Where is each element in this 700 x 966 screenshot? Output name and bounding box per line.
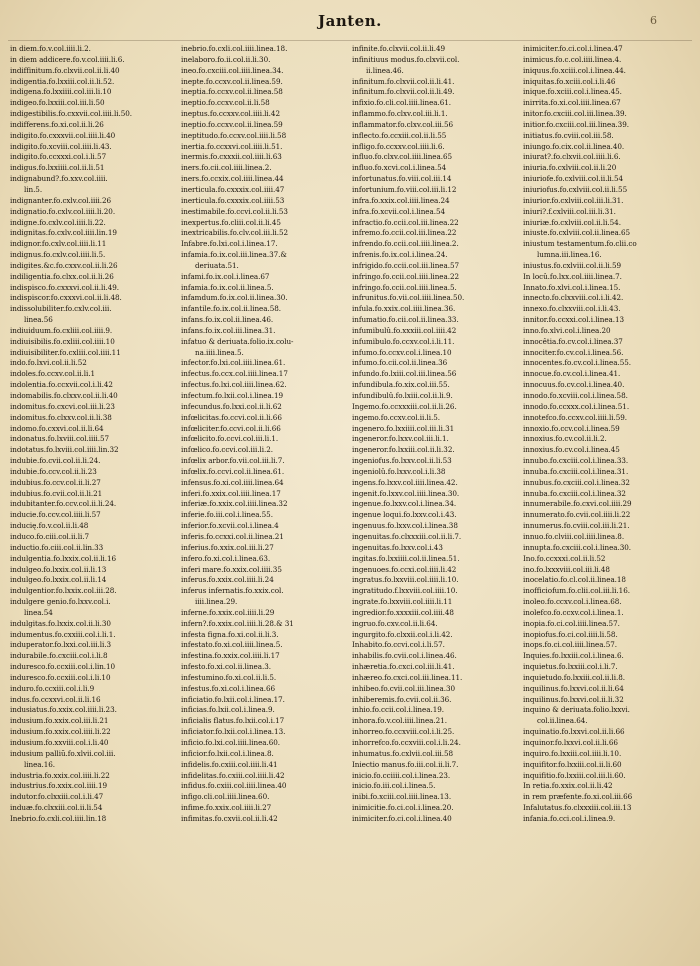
index-entry: initor.fo.cxciii.col.iii.linea.39. (523, 109, 627, 119)
index-entry: indulgeo.fo.lxxix.col.ii.li.14 (10, 575, 107, 585)
index-entry: indigus.fo.lxxiiii.col.ii.li.51 (10, 163, 105, 173)
index-entry: infœlico.fo.ccvi.col.iii.li.2. (181, 445, 274, 455)
index-entry: Inquies.fo.lxxiii.col.i.linea.6. (523, 651, 624, 661)
index-entry: indulgentia.fo.lxxix.col.ii.li.16 (10, 553, 117, 563)
index-entry: infantile.fo.ix.col.ii.linea.58. (181, 304, 282, 314)
index-columns (10, 44, 692, 959)
index-entry: infidelitas.fo.cxiii.col.iiii.li.42 (181, 770, 285, 780)
index-entry: innubo.fo.cxciii.col.i.linea.33. (523, 456, 629, 466)
index-entry: indignatio.fo.cxlv.col.iiii.li.20. (10, 206, 116, 216)
index-entry: innoxio.fo.ccv.col.i.linea.59 (523, 423, 620, 433)
index-entry: ingeneror.fo.lxxv.col.iii.li.1. (352, 434, 449, 444)
index-entry: ingemo.fo.ccxv.col.ii.li.5. (352, 412, 441, 422)
index-entry: inficias.fo.lxii.col.i.linea.9. (181, 705, 275, 715)
index-entry: Inhabito.fo.ccvi.col.i.li.57. (352, 640, 445, 650)
index-entry: inofficiofum.fo.clii.col.iii.li.16. (523, 586, 630, 596)
index-entry: infundibulû.fo.lxiii.col.ii.li.9. (352, 391, 453, 400)
index-entry: infractio.fo.ccii.col.iii.linea.22 (352, 217, 459, 227)
index-entry: indulgeo.fo.lxxix.col.ii.li.13 (10, 564, 107, 574)
index-entry: inelaboro.fo.ii.col.ii.li.30. (181, 54, 271, 64)
index-entry: indusium.fo.xxix.col.iii.li.21 (10, 716, 109, 726)
index-entry: ino.fo.lxxxviii.col.iii.li.48 (523, 564, 610, 574)
index-entry: indigito.fo.ccxxxi.col.i.li.57 (10, 152, 107, 162)
index-entry: ingens.fo.lxxv.col.iiii.linea.42. (352, 477, 458, 487)
index-entry: indigeo.fo.lxxiii.col.iii.li.50 (10, 98, 105, 108)
index-entry: indubie.fo.ccv.col.ii.li.23 (10, 466, 97, 476)
index-entry: iniustus.fo.cxlviii.col.ii.li.59 (523, 260, 622, 270)
index-entry: inficiator.fo.lxii.col.i.linea.13. (181, 727, 286, 737)
index-entry: ingruo.fo.cxv.col.ii.li.64. (352, 618, 438, 628)
index-entry: Infalutatus.fo.clxxxiii.col.iii.13 (523, 803, 632, 813)
index-entry: ineptia.fo.ccxv.col.ii.linea.58 (181, 87, 283, 97)
index-entry: ineptus.fo.ccxxv.col.iiii.li.42 (181, 109, 280, 119)
index-entry: iniuriofe.fo.cxlviii.col.ii.li.54 (523, 174, 624, 184)
index-entry: Infabre.fo.lxi.col.i.linea.17. (181, 239, 278, 249)
index-entry: indubie.fo.cvii.col.ii.li.24. (10, 456, 101, 466)
index-entry: infligo.fo.ccxxv.col.iiii.li.6. (352, 141, 445, 151)
index-entry: inquifitio.fo.lxxiii.col.iii.li.60. (523, 770, 626, 780)
running-head: Janten. (318, 12, 382, 30)
index-entry: inhorreo.fo.ccxviii.col.i.li.25. (352, 727, 455, 737)
index-entry: iniuri?.f.cxlviii.col.iii.li.31. (523, 206, 616, 216)
index-column-4 (523, 44, 688, 959)
index-entry: indumentus.fo.cxxiii.col.i.li.1. (10, 629, 116, 639)
index-entry: innitor.fo.ccxxi.col.i.linea.13 (523, 315, 625, 325)
index-entry: infremo.fo.ccii.col.iii.linea.22 (352, 228, 457, 238)
index-entry: iners.fo.ccxix.col.iiii.linea.44 (181, 174, 284, 184)
index-entry: inductio.fo.ciii.col.ii.lin.33 (10, 542, 104, 552)
index-entry: Ingemo.fo.ccxxxiii.col.ii.li.26. (352, 401, 457, 411)
index-entry: inhabilis.fo.cvii.col.i.linea.46. (352, 651, 457, 661)
index-entry: indusiatus.fo.xxix.col.iiii.li.23. (10, 705, 117, 715)
index-entry-continuation: ii.linea.46. (366, 65, 404, 75)
index-entry: inicio.fo.cciiii.col.i.linea.23. (352, 770, 451, 780)
header-rule (8, 40, 692, 41)
index-entry: inolefco.fo.ccxv.col.i.linea.1. (523, 607, 624, 617)
index-entry: inficialis flatus.fo.lxii.col.i.17 (181, 716, 285, 726)
index-entry: infamia.fo.ix.col.iii.linea.37.& (181, 250, 287, 260)
index-entry: indignor.fo.cxlv.col.iiii.li.11 (10, 239, 107, 249)
index-entry: infinitum.fo.clxvii.col.ii.li.49. (352, 87, 455, 97)
index-entry: indonatus.fo.lxviii.col.iiii.57 (10, 434, 110, 444)
index-entry: infrunitus.fo.vii.col.iiii.linea.50. (352, 293, 465, 303)
index-entry: indusium.fo.xxix.col.iiii.li.22 (10, 727, 111, 737)
index-entry: inhæreo.fo.cxci.col.iii.linea.11. (352, 672, 463, 682)
index-entry: ineptitudo.fo.ccxv.col.iiii.li.58 (181, 130, 287, 140)
index-entry: iniquitas.fo.xciii.col.i.li.46 (523, 76, 616, 86)
index-entry: infortunatus.fo.viii.col.iii.14 (352, 174, 452, 184)
index-entry-continuation: lin.5. (24, 184, 43, 194)
index-entry: innoxius.fo.cv.col.ii.li.2. (523, 434, 607, 444)
index-entry: indubius.fo.cvii.col.ii.li.21 (10, 488, 103, 498)
index-entry: innecto.fo.clxxviii.col.i.li.42. (523, 293, 624, 303)
index-entry: indulgere genio.fo.lxxv.col.i. (10, 597, 111, 607)
index-entry: indulgentior.fo.lxxix.col.iii.28. (10, 586, 117, 596)
index-entry: infamdum.fo.ix.col.ii.linea.30. (181, 293, 288, 303)
index-entry: influo.fo.clxv.col.iiii.linea.65 (352, 152, 453, 162)
index-entry: infectus.fo.lxi.col.iiii.linea.62. (181, 380, 287, 390)
index-entry: inferne.fo.xxix.col.iiii.li.29 (181, 607, 275, 617)
index-entry: inferius.fo.xxix.col.iii.li.27 (181, 542, 274, 552)
index-entry: inhora.fo.v.col.iiii.linea.21. (352, 716, 447, 726)
index-entry: inermis.fo.cxxxii.col.iiii.li.63 (181, 152, 282, 162)
index-entry: infra.fo.xxix.col.iiii.linea.24 (352, 195, 450, 205)
index-entry: ingrate.fo.lxxviii.col.iiii.li.11 (352, 597, 453, 607)
index-entry: infringo.fo.ccii.col.iiii.linea.5. (352, 282, 457, 292)
index-entry: inimicus.fo.c.col.iiii.linea.4. (523, 54, 622, 64)
index-entry: infectus.fo.ccx.col.iiii.linea.17 (181, 369, 288, 379)
index-entry: inique.fo.xciii.col.i.linea.45. (523, 87, 622, 97)
index-entry: indomitus.fo.cxcvi.col.iii.li.23 (10, 401, 115, 411)
index-entry: industrius.fo.xxix.col.iiii.19 (10, 781, 108, 791)
index-entry-continuation: linea.16. (24, 759, 56, 769)
index-entry: indignanter.fo.cxlv.col.iiii.26 (10, 195, 112, 205)
page-header (0, 12, 700, 38)
index-entry: inimiciter.fo.ci.col.i.linea.47 (523, 44, 623, 53)
index-entry: iniuria.fo.cxlviii.col.ii.li.20 (523, 163, 617, 173)
index-entry: infesto.fo.xi.col.ii.linea.3. (181, 662, 271, 672)
index-entry-continuation: col.ii.linea.64. (537, 716, 588, 726)
index-entry: ingenero.fo.lxxiiii.col.iii.li.31 (352, 423, 455, 433)
index-entry: In locû.fo.lxx.col.iiii.linea.7. (523, 271, 622, 281)
index-entry: innexo.fo.clxxviii.col.i.li.43. (523, 304, 621, 314)
index-entry: indulgitas.fo.lxxix.col.ii.li.30 (10, 618, 111, 628)
index-entry: infœlicito.fo.ccvi.col.iii.li.1. (181, 434, 279, 444)
index-entry: infectum.fo.lxii.col.i.linea.19 (181, 391, 284, 400)
index-entry: infumo.fo.ccxv.col.i.linea.10 (352, 347, 452, 357)
index-entry: infimitas.fo.cxvii.col.ii.li.42 (181, 813, 278, 823)
index-entry: infœlix.fo.ccvi.col.ii.linea.61. (181, 466, 285, 476)
index-entry: in diem addicere.fo.v.col.iiii.li.6. (10, 54, 125, 64)
index-entry: infrigido.fo.ccii.col.iii.linea.57 (352, 260, 460, 270)
index-entry: innoxius.fo.cv.col.i.linea.45 (523, 445, 620, 455)
index-entry: inferior.fo.xcvii.col.i.linea.4 (181, 521, 279, 531)
index-entry: inflecto.fo.ccxiii.col.ii.li.55 (352, 130, 447, 140)
index-entry: inquino & deriuata.folio.lxxvi. (523, 705, 630, 715)
index-entry: inerticula.fo.cxxxix.col.iiii.53 (181, 195, 285, 205)
index-entry-continuation: lumna.iii.linea.16. (537, 250, 602, 260)
index-entry: inducię.fo.v.col.ii.li.48 (10, 521, 89, 531)
index-entry: inertia.fo.ccxxvi.col.iiii.li.51. (181, 141, 283, 151)
index-entry: inquinor.fo.lxxvi.col.ii.li.66 (523, 738, 618, 747)
index-entry: infrenis.fo.ix.col.i.linea.24. (352, 250, 448, 260)
index-entry: indiligentia.fo.clxx.col.ii.li.26 (10, 271, 114, 281)
index-entry: infumibulo.fo.ccxv.col.i.li.11. (352, 336, 455, 346)
index-entry: innocentes.fo.cv.col.i.linea.55. (523, 358, 631, 368)
index-entry: iniuste.fo.cxlviii.col.ii.linea.65 (523, 228, 631, 238)
index-entry: indigestibilis.fo.cxxvii.col.iiii.li.50. (10, 109, 132, 119)
index-entry: indomo.fo.cxxvi.col.ii.li.64 (10, 423, 104, 433)
index-entry: infula.fo.xxix.col.iiii.linea.36. (352, 304, 456, 314)
index-entry: indignabund?.fo.xxv.col.iiii. (10, 174, 108, 184)
index-entry: inestimabile.fo.ccvi.col.ii.li.53 (181, 206, 288, 216)
index-entry: ingeneror.fo.lxxiii.col.ii.li.32. (352, 445, 455, 455)
index-entry: infixio.fo.cli.col.iiii.linea.61. (352, 98, 452, 108)
index-entry: ingenit.fo.lxxv.col.iiii.linea.30. (352, 488, 460, 498)
index-entry-continuation: na.iiii.linea.5. (195, 347, 244, 357)
index-entry: innuba.fo.cxciii.col.i.linea.32 (523, 488, 626, 498)
index-entry: infans.fo.ix.col.iii.linea.31. (181, 325, 276, 335)
index-entry: ingredior.fo.xxxxiii.col.iiii.48 (352, 607, 454, 617)
index-entry: ingeniolû.fo.lxxv.col.i.li.38 (352, 466, 446, 476)
index-entry: innociter.fo.cv.col.i.linea.56. (523, 347, 624, 357)
index-entry: Inebrio.fo.cxli.col.iiii.lin.18 (10, 813, 107, 823)
index-entry: inquietus.fo.lxxiii.col.i.li.7. (523, 662, 618, 672)
index-entry: infero.fo.xi.col.i.linea.63. (181, 553, 271, 563)
index-entry: iniungo.fo.cix.col.ii.linea.40. (523, 141, 625, 151)
index-entry: inoleo.fo.ccxv.col.i.linea.68. (523, 597, 622, 607)
index-entry: inops.fo.ci.col.iiii.linea.57. (523, 640, 617, 650)
index-entry: iniuriofus.fo.cxlviii.col.ii.li.55 (523, 184, 628, 194)
index-entry: innodo.fo.ccxxx.col.i.linea.51. (523, 401, 630, 411)
index-entry: infigo.cli.col.iiii.linea.60. (181, 792, 270, 802)
index-entry: inimicitie.fo.ci.col.i.linea.20. (352, 803, 454, 813)
index-entry: indignitas.fo.cxlv.col.iiii.lin.19 (10, 228, 117, 238)
index-entry: iners.fo.cii.col.iiii.linea.2. (181, 163, 272, 173)
index-entry: inextricabilis.fo.clv.col.iii.li.52 (181, 228, 288, 238)
index-entry: infundibula.fo.xix.col.iii.55. (352, 380, 450, 390)
index-entry: inopiofus.fo.ci.col.iiii.li.58. (523, 629, 618, 639)
index-entry: indispiscor.fo.cxxxvi.col.ii.li.48. (10, 293, 122, 303)
index-entry: ingenuus.fo.lxxv.col.i.linea.38 (352, 521, 458, 531)
index-entry: innuo.fo.clviii.col.iiii.linea.8. (523, 531, 625, 541)
index-entry: indigites.&c.fo.cxxv.col.ii.li.26 (10, 260, 118, 270)
index-entry: inferus infernatis.fo.xxix.col. (181, 586, 284, 596)
index-entry: ingenuoes.fo.ccxi.col.iiii.li.42 (352, 564, 457, 574)
index-entry: Innato.fo.xlvi.col.i.linea.15. (523, 282, 621, 292)
index-entry: indusium palliũ.fo.xlvii.col.iii. (10, 748, 116, 758)
index-entry-continuation: linea.56 (24, 315, 53, 325)
index-entry: inopia.fo.ci.col.iiii.linea.57. (523, 618, 620, 628)
index-entry: indurabile.fo.cxciii.col.i.li.8 (10, 651, 108, 661)
index-entry: infinitum.fo.clxvii.col.ii.li.41. (352, 76, 455, 86)
index-entry: induresco.fo.ccxiii.col.i.lin.10 (10, 662, 116, 672)
index-entry: indolentia.fo.ccxvii.col.i.li.42 (10, 380, 113, 390)
index-entry: innumerato.fo.cvii.col.iiii.li.22 (523, 510, 631, 520)
index-entry: inficiatio.fo.lxii.col.i.linea.17. (181, 694, 285, 704)
index-entry: inquifitor.fo.lxxiii.col.ii.li.60 (523, 759, 622, 769)
index-entry: indomabilis.fo.clxxv.col.ii.li.40 (10, 391, 118, 400)
index-entry: indotatus.fo.lxviii.col.iiii.lin.32 (10, 445, 119, 455)
index-entry: inquinatio.fo.lxxvi.col.ii.li.66 (523, 727, 625, 737)
index-entry: inferi mare.fo.xxix.col.iiii.35 (181, 564, 282, 574)
index-entry: indus.fo.ccxxvi.col.ii.li.16 (10, 694, 101, 704)
index-entry: infidelis.fo.cxiii.col.iiii.li.41 (181, 759, 278, 769)
index-entry: infumatio.fo.cii.col.ii.linea.33. (352, 315, 459, 325)
index-entry: infringo.fo.ccii.col.iiii.linea.22 (352, 271, 460, 281)
index-entry: infœlicitas.fo.ccvi.col.ii.li.66 (181, 412, 282, 422)
index-entry: inferiæ.fo.xxix.col.iiii.linea.32 (181, 499, 288, 509)
index-entry: infector.fo.lxi.col.iiii.linea.61. (181, 358, 286, 368)
index-entry: inimiciter.fo.ci.col.i.linea.40 (352, 813, 452, 823)
index-entry: infinitiuus modus.fo.clxvii.col. (352, 54, 460, 64)
index-entry: ineptio.fo.ccxv.col.ii.linea.59 (181, 119, 283, 129)
index-entry: inhorrefco.fo.ccxviii.col.i.li.24. (352, 738, 461, 747)
index-entry: infestato.fo.xi.col.iiii.linea.5. (181, 640, 283, 650)
index-entry: infime.fo.xxix.col.iiii.li.27 (181, 803, 272, 813)
index-entry: ineo.fo.cxciii.col.iiii.linea.34. (181, 65, 284, 75)
index-entry: inferus.fo.xxix.col.iiii.li.24 (181, 575, 274, 585)
index-entry: inhibeo.fo.cvii.col.iii.linea.30 (352, 683, 456, 693)
index-entry: inficior.fo.lxii.col.i.linea.8. (181, 748, 274, 758)
index-entry: infumibulû.fo.xxxiii.col.iiii.42 (352, 325, 457, 335)
index-entry: innocêtia.fo.cv.col.i.linea.37 (523, 336, 623, 346)
index-entry: inferie.fo.iii.col.i.linea.55. (181, 510, 273, 520)
index-entry: indigne.fo.cxlv.col.iiii.li.22. (10, 217, 106, 227)
index-entry-continuation: iiii.linea.29. (195, 597, 238, 607)
index-entry: infundo.fo.lxiii.col.iii.linea.56 (352, 369, 457, 379)
index-entry: infra.fo.xcvii.col.i.linea.54 (352, 206, 446, 216)
index-entry: initiatus.fo.cviii.col.iii.58. (523, 130, 614, 140)
index-column-3 (352, 44, 517, 959)
index-entry: inquilinus.fo.lxxvi.col.ii.li.32 (523, 694, 624, 704)
index-entry: infans.fo.ix.col.ii.linea.46. (181, 315, 274, 325)
index-entry: inquilinus.fo.lxxvi.col.ii.li.64 (523, 683, 624, 693)
index-entry: inferis.fo.ccxxi.col.ii.linea.21 (181, 531, 284, 541)
index-entry: inepte.fo.ccxv.col.ii.linea.59. (181, 76, 283, 86)
index-entry: inebrio.fo.cxli.col.iiii.linea.18. (181, 44, 288, 53)
index-entry: indigito.fo.xcviii.col.iiii.li.43. (10, 141, 112, 151)
index-entry: inquiro.fo.lxxiii.col.iiii.li.10. (523, 748, 622, 758)
index-entry: ineptio.fo.ccxv.col.ii.li.58 (181, 98, 270, 108)
index-entry: innodo.fo.xcviii.col.i.linea.58. (523, 391, 628, 400)
index-entry: indispisco.fo.cxxxvi.col.ii.li.49. (10, 282, 120, 292)
index-entry: inerticula.fo.cxxxix.col.iiii.47 (181, 184, 285, 194)
index-entry: indignus.fo.cxlv.col.iiii.li.5. (10, 250, 106, 260)
index-entry: inferi.fo.xxix.col.iiii.linea.17 (181, 488, 281, 498)
index-entry: iniustum testamentum.fo.clii.co (523, 239, 637, 249)
index-entry: ingeniofus.fo.lxxv.col.ii.li.53 (352, 456, 452, 466)
index-entry: inhiberemis.fo.cvii.col.ii.36. (352, 694, 452, 704)
index-entry: inhio.fo.ccii.col.i.linea.19. (352, 705, 444, 715)
index-entry: inducie.fo.ccv.col.iiii.li.57 (10, 510, 101, 520)
index-entry: infania.fo.cci.col.i.linea.9. (523, 813, 616, 823)
index-entry: Ino.fo.ccxxxi.col.ii.li.52 (523, 553, 606, 563)
index-entry: inirrita.fo.xi.col.iiii.linea.67 (523, 98, 621, 108)
index-entry: iniquus.fo.xciii.col.i.linea.44. (523, 65, 626, 75)
index-entry: infidus.fo.cxiii.col.iiii.linea.40 (181, 781, 287, 791)
index-entry: indusium.fo.xxviii.col.i.li.40 (10, 738, 109, 747)
index-entry: infrendo.fo.ccii.col.iiii.linea.2. (352, 239, 459, 249)
index-entry: indutor.fo.clxxiii.col.i.li.47 (10, 792, 104, 802)
index-entry: influo.fo.xcvi.col.i.linea.54 (352, 163, 447, 173)
index-entry: innocue.fo.cv.col.i.linea.41. (523, 369, 621, 379)
index-entry: inocelatio.fo.cl.col.ii.linea.18 (523, 575, 626, 585)
index-entry: infatuo & deriuata.folio.ix.colu- (181, 336, 294, 346)
index-entry: innubus.fo.cxciii.col.i.linea.32 (523, 477, 630, 487)
index-entry: ingitas.fo.lxxiiii.col.ii.linea.51. (352, 553, 460, 563)
index-entry: inflammo.fo.clxv.col.iii.li.1. (352, 109, 448, 119)
index-entry: induresco.fo.ccxiii.col.i.li.10 (10, 672, 111, 682)
index-column-2 (181, 44, 346, 959)
index-entry: infinite.fo.clxvii.col.ii.li.49 (352, 44, 446, 53)
index-entry: inhumatus.fo.cxlvii.col.iii.58 (352, 748, 454, 758)
index-entry: industria.fo.xxix.col.iiii.li.22 (10, 770, 110, 780)
index-entry: inflammator.fo.clxv.col.iii.56 (352, 119, 454, 129)
index-entry: ingenue loqui.fo.lxxv.col.i.43. (352, 510, 457, 520)
index-entry: inicio.fo.iii.col.i.linea.5. (352, 781, 436, 791)
index-entry: induco.fo.ciii.col.ii.li.7 (10, 531, 89, 541)
index-entry: inhæretia.fo.cxci.col.iii.li.41. (352, 662, 455, 672)
index-entry: iniurat?.fo.clxvii.col.iiii.li.6. (523, 152, 621, 162)
index-entry: inibi.fo.xciii.col.iiii.linea.13. (352, 792, 452, 802)
index-entry: infamia.fo.ix.col.ii.linea.5. (181, 282, 274, 292)
index-entry: ingenue.fo.lxxv.col.i.linea.34. (352, 499, 457, 509)
index-entry: ingratitudo.f.lxxviii.col.iiii.10. (352, 586, 458, 596)
index-entry: indigena.fo.lxxiiii.col.iii.li.10 (10, 87, 112, 97)
index-entry: inquietudo.fo.lxxiii.col.ii.li.8. (523, 672, 625, 682)
index-entry: indiuisibilis.fo.cxliii.col.iiii.10 (10, 336, 115, 346)
index-entry-continuation: deriuata.51. (195, 260, 239, 270)
index-entry: in diem.fo.v.col.iiii.li.2. (10, 44, 91, 53)
index-entry: indubius.fo.ccv.col.ii.li.27 (10, 477, 101, 487)
index-entry: ingenuitas.fo.lxxv.col.i.43 (352, 542, 443, 552)
index-entry: inexpertus.fo.cliii.col.ii.li.45 (181, 217, 281, 227)
page-number: 6 (650, 14, 657, 27)
index-entry: indiuisibiliter.fo.cxliii.col.iiii.11 (10, 347, 121, 357)
index-entry: indubitanter.fo.ccv.col.ii.li.24. (10, 499, 117, 509)
index-entry: infern?.fo.xxix.col.iiii.li.28.& 31 (181, 618, 294, 628)
index-entry: induro.fo.ccxiii.col.i.li.9 (10, 683, 95, 693)
index-entry: ingenuitas.fo.clxxxiii.col.ii.li.7. (352, 531, 462, 541)
index-entry: indifferens.fo.xi.col.ii.li.26 (10, 119, 104, 129)
index-entry: induperator.fo.lxxi.col.iii.li.3 (10, 640, 111, 650)
index-entry: infami.fo.ix.col.i.linea.67 (181, 271, 270, 281)
index-entry: initior.fo.cxciii.col.iii.linea.39. (523, 119, 629, 129)
index-entry: innupta.fo.cxciii.col.i.linea.30. (523, 542, 632, 552)
index-entry: inficio.fo.lxi.col.iiii.linea.60. (181, 738, 281, 747)
index-entry: infestus.fo.xi.col.i.linea.66 (181, 683, 276, 693)
index-entry: innumerus.fo.cviii.col.iii.li.21. (523, 521, 630, 531)
index-entry: in rem præfente.fo.xi.col.iii.66 (523, 792, 633, 802)
index-entry: indigentia.fo.lxxiii.col.ii.li.52. (10, 76, 115, 86)
index-entry-continuation: linea.54 (24, 607, 53, 617)
index-entry: indissolubiliter.fo.cxlv.col.iii. (10, 304, 112, 314)
index-entry: innotefco.fo.ccxv.col.iiii.li.59. (523, 412, 628, 422)
index-entry: indiffinitum.fo.clxvii.col.ii.li.40 (10, 65, 120, 75)
index-entry: infœliciter.fo.ccvi.col.ii.li.66 (181, 423, 281, 433)
index-entry: infœlix arbor.fo.vii.col.iii.li.7. (181, 456, 285, 466)
index-entry: Iniectio manus.fo.iii.col.ii.li.7. (352, 759, 459, 769)
index-entry: infecundus.fo.lxxi.col.ii.li.62 (181, 401, 282, 411)
index-entry: infesta figna.fo.xi.col.ii.li.3. (181, 629, 279, 639)
index-entry: ingratus.fo.lxxviii.col.iiii.li.10. (352, 575, 459, 585)
index-entry: infortunium.fo.viii.col.iii.li.12 (352, 184, 457, 194)
index-entry: innuba.fo.cxciii.col.i.linea.31. (523, 466, 629, 476)
index-entry: induæ.fo.clxxiii.col.ii.li.54 (10, 803, 103, 813)
index-entry: indiuiduum.fo.cxliii.col.iiii.9. (10, 325, 113, 335)
index-entry: infestumino.fo.xi.col.ii.li.5. (181, 672, 277, 682)
index-column-1 (10, 44, 175, 959)
index-entry: indo.fo.lxvi.col.ii.li.52 (10, 358, 87, 368)
index-entry: ingurgito.fo.clxxii.col.i.li.42. (352, 629, 453, 639)
index-entry: infensus.fo.xi.col.iiii.linea.64 (181, 477, 284, 487)
index-entry: indigito.fo.cxxxvii.col.iiii.li.40 (10, 130, 116, 140)
index-entry: infestina.fo.xxix.col.iiii.li.17 (181, 651, 280, 661)
index-entry: inno.fo.xlvi.col.i.linea.20 (523, 325, 611, 335)
index-entry: innumerabile.fo.cxvi.col.iiii.29 (523, 499, 632, 509)
index-entry: infumo.fo.cii.col.ii.linea.36 (352, 358, 448, 368)
index-entry: indomitus.fo.clxxv.col.ii.li.38 (10, 412, 112, 422)
index-entry: iniurior.fo.cxlviii.col.iii.li.31. (523, 195, 624, 205)
index-entry: indoles.fo.ccxv.col.ii.li.1 (10, 369, 96, 379)
index-entry: In retia.fo.xxix.col.ii.li.42 (523, 781, 613, 791)
index-entry: innocuus.fo.cv.col.i.linea.40. (523, 380, 625, 390)
index-entry: iniuriæ.fo.cxlviii.col.ii.li.54. (523, 217, 621, 227)
